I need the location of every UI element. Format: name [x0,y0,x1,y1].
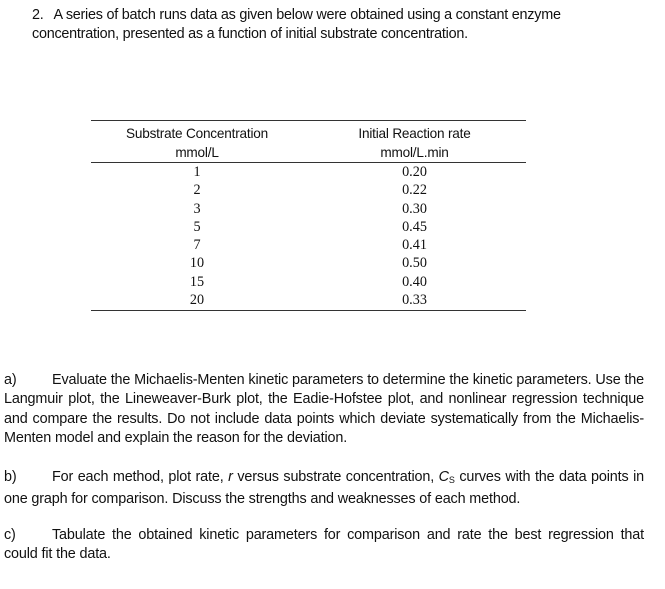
table-row [91,218,526,236]
intro-line-2: concentration, presented as a function of initial substrate concentration. [32,26,468,42]
table-row [91,181,526,199]
part-b [4,468,644,510]
table-row [91,200,526,218]
table-cell: 20 [91,291,303,311]
part-c-text: Tabulate the obtained kinetic parameters for comparison and rate the best regression that could fit the data. [4,527,644,563]
column-header-substrate: Substrate Concentration [91,121,303,144]
data-table [91,120,526,311]
part-a [4,371,644,448]
part-b-label: b) [4,469,17,485]
table-row [91,163,526,182]
part-b-text-mid: versus substrate concentration, [232,469,439,485]
table-cell: 0.45 [402,218,427,235]
table-cell: 3 [193,200,201,217]
table-cell: 10 [189,255,205,272]
table-cell: 2 [193,182,201,199]
table-cell: 0.30 [402,200,427,217]
table-cell: 0.40 [402,273,427,290]
table-cell: 0.33 [303,291,526,311]
rate-variable: r [228,469,233,485]
column-unit-substrate: mmol/L [91,143,303,163]
table-row [91,291,526,311]
column-header-rate: Initial Reaction rate [303,121,526,144]
table-cell: 1 [193,164,201,180]
part-a-label: a) [4,372,17,388]
concentration-symbol: C [438,469,449,485]
intro-line-1: A series of batch runs data as given below were obtained using a constant enzyme [53,7,561,23]
concentration-subscript: S [448,475,455,485]
table-cell: 7 [193,237,201,254]
table-cell: 0.41 [402,237,427,254]
table-cell: 0.20 [402,164,427,180]
column-unit-rate: mmol/L.min [303,143,526,163]
part-a-text: Evaluate the Michaelis-Menten kinetic parameters to determine the kinetic parameters. Use the Langmuir plot, the Lineweaver-Burk plot, the Eadie-Hofstee plot, and nonlinear regression technique and compare the results. Do not include data points which deviate systematically from the Michaelis-Menten model and explain the reason for the deviation. [4,372,644,446]
table-row [91,254,526,272]
question-intro [32,6,652,44]
table-cell: 15 [189,273,205,290]
table-row [91,273,526,291]
concentration-variable [439,469,455,485]
table-cell: 0.22 [402,182,427,199]
part-b-text-post: curves with the data points in one graph for comparison. Discuss the strengths and weaknesses of each method. [4,469,644,508]
part-c-label: c) [4,527,16,543]
question-number: 2. [32,7,44,23]
table-cell: 0.50 [402,255,427,272]
part-b-text-pre: For each method, plot rate, [52,469,229,485]
table-cell: 5 [193,218,201,235]
table-row [91,236,526,254]
part-c [4,526,644,565]
